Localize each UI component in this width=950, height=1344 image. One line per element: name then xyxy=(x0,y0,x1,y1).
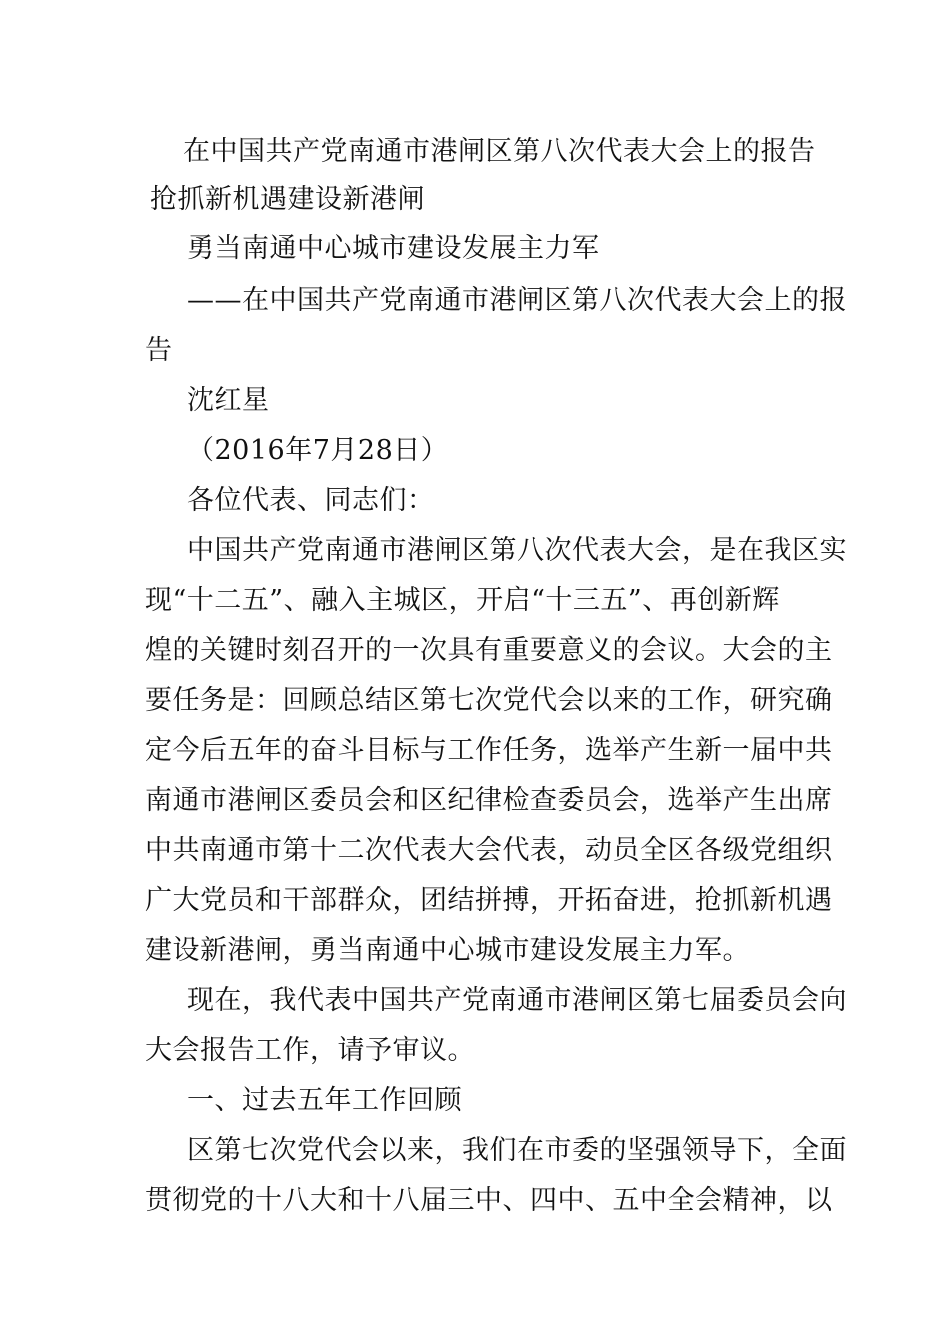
paragraph-line: 大会报告工作，请予审议。 xyxy=(145,1035,475,1066)
paragraph-line: 煌的关键时刻召开的一次具有重要意义的会议。大会的主 xyxy=(145,635,833,666)
report-title-line-2: 勇当南通中心城市建设发展主力军 xyxy=(187,233,600,264)
paragraph-line: 现“十二五”、融入主城区，开启“十三五”、再创新辉 xyxy=(145,585,780,616)
report-title-line-1: 抢抓新机遇建设新港闸 xyxy=(150,184,425,215)
salutation: 各位代表、同志们： xyxy=(187,485,435,516)
section-heading: 一、过去五年工作回顾 xyxy=(187,1085,462,1116)
paragraph-line: 中国共产党南通市港闸区第八次代表大会，是在我区实 xyxy=(187,535,847,566)
paragraph-line: 现在，我代表中国共产党南通市港闸区第七届委员会向 xyxy=(187,985,847,1016)
report-date: （2016年7月28日） xyxy=(187,435,449,466)
paragraph-line: 中共南通市第十二次代表大会代表，动员全区各级党组织 xyxy=(145,835,833,866)
paragraph-line: 建设新港闸，勇当南通中心城市建设发展主力军。 xyxy=(145,935,750,966)
report-subtitle-line-1: ——在中国共产党南通市港闸区第八次代表大会上的报 xyxy=(187,285,847,316)
paragraph-line: 广大党员和干部群众，团结拼搏，开拓奋进，抢抓新机遇 xyxy=(145,885,833,916)
paragraph-line: 区第七次党代会以来，我们在市委的坚强领导下，全面 xyxy=(187,1135,847,1166)
paragraph-line: 南通市港闸区委员会和区纪律检查委员会，选举产生出席 xyxy=(145,785,833,816)
paragraph-line: 贯彻党的十八大和十八届三中、四中、五中全会精神，以 xyxy=(145,1185,833,1216)
paragraph-line: 定今后五年的奋斗目标与工作任务，选举产生新一届中共 xyxy=(145,735,833,766)
author-name: 沈红星 xyxy=(187,385,270,416)
paragraph-line: 要任务是：回顾总结区第七次党代会以来的工作，研究确 xyxy=(145,685,833,716)
report-subtitle-line-2: 告 xyxy=(145,335,173,366)
header-title: 在中国共产党南通市港闸区第八次代表大会上的报告 xyxy=(183,136,816,167)
